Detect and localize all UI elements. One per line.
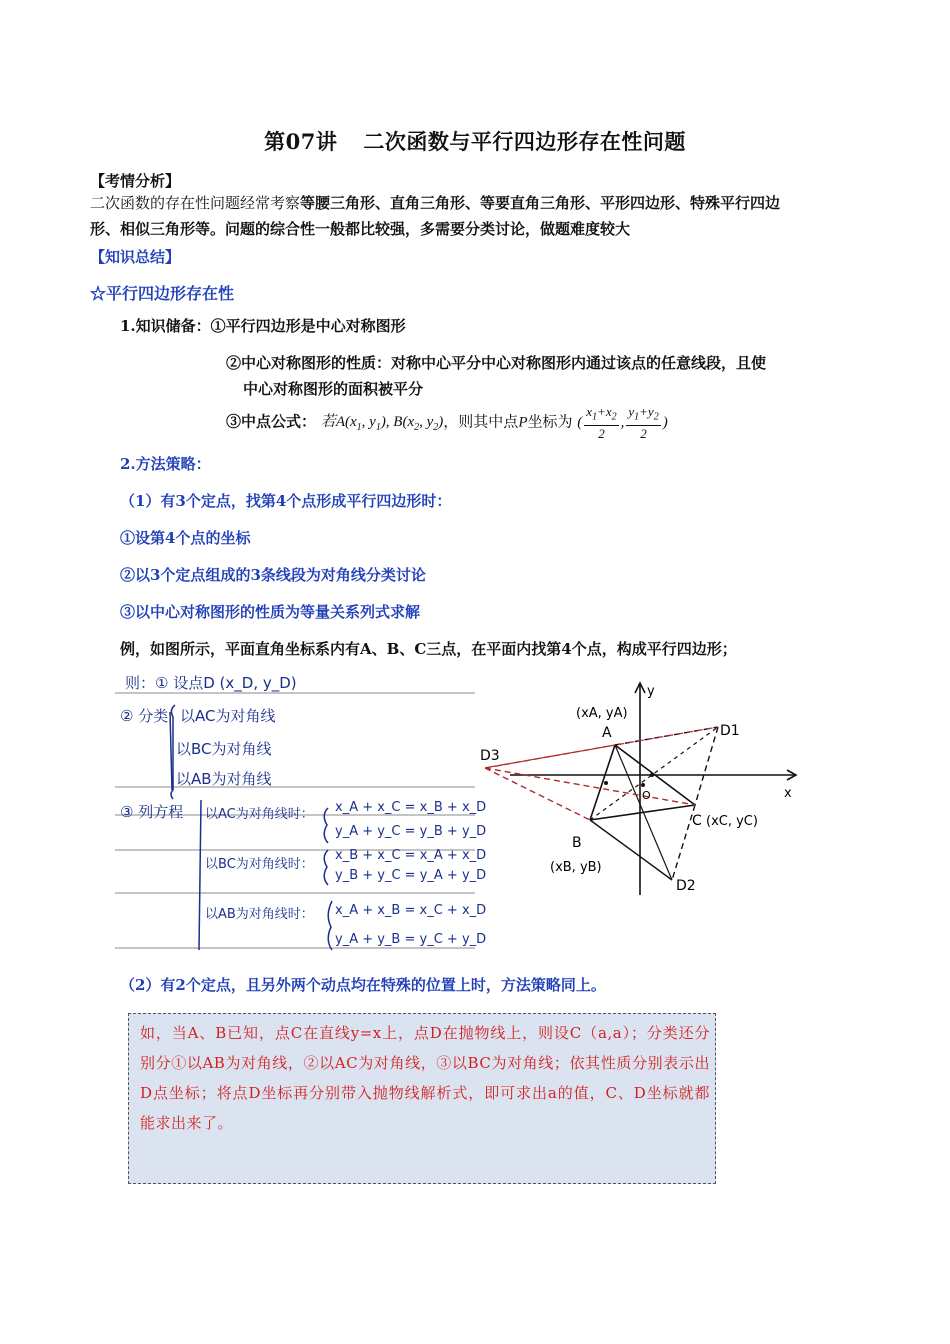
method-case-2: （2）有2个定点，且另外两个动点均在特殊的位置上时，方法策略同上。 [120,976,606,994]
knowledge-item-2-line2: 中心对称图形的面积被平分 [243,380,424,398]
method-case-1: （1）有3个定点，找第4个点形成平行四边形时： [120,492,452,510]
analysis-text-line2: 形、相似三角形等。问题的综合性一般都比较强，多需要分类讨论，做题难度较大 [90,220,631,238]
section-title: ☆平行四边形存在性 [90,284,235,303]
label-B: B [572,835,582,851]
page-title [0,126,950,156]
hand-step-2: ② 分类 [120,707,169,725]
hand-eq-3b: y_A + y_B = y_C + y_D [335,932,487,947]
knowledge-item1-text: ①平行四边形是中心对称图形 [210,317,406,335]
method-step-2: ②以3个定点组成的3条线段为对角线分类讨论 [120,566,426,584]
hand-eq-2b: y_B + y_C = y_A + y_D [335,868,487,883]
segment-BC [590,805,695,820]
hand-step-1: 则：① 设点D (x_D, y_D) [125,674,297,692]
knowledge-label: 1.知识储备： [120,317,211,335]
hand-eq-3a: x_A + x_B = x_C + x_D [335,903,487,918]
parallelogram-figure [480,675,810,905]
midpoint-formula: 若$A(x_1$, $y_1$), $B(x_2$, $y_2$) [320,414,444,434]
hand-option-1: 以AC为对角线 [180,707,276,725]
hand-option-2: 以BC为对角线 [176,740,272,758]
fraction-x: $\frac{x_1+x_2}{2}$ [586,404,617,441]
lecture-number: 第07讲 [264,129,338,154]
hand-eq-1a: x_A + x_C = x_B + x_D [335,800,487,815]
hand-option-3: 以AB为对角线 [176,770,272,788]
hand-eq-label-1: 以AC为对角线时： [205,807,314,822]
coord-B: (xB, yB) [550,860,602,875]
hand-eq-label-2: 以BC为对角线时： [205,857,314,872]
midpoint-label: ③中点公式： [226,412,317,431]
tip-text: 如，当A、B已知，点C在直线y=x上，点D在抛物线上，则设C（a,a）；分类还分别分①以AB为对角线，②以AC为对角线，③以BC为对角线；依其性质分别表示出D点坐标；将点D坐标再分别带入抛物线解析式，即可求出a的值，C、D坐标就都能求出来了。 [140,1024,710,1132]
knowledge-item-3: ③中点公式： 若$A(x_1$, $y_1$), $B(x_2$, $y_2$)，则其中点P坐标为 ( $\frac{x_1+x_2}{2}$ , $\frac{y_1+y_2}{2}$ ) [226,404,668,441]
analysis-text [90,190,870,242]
lecture-topic: 二次函数与平行四边形存在性问题 [363,129,686,154]
label-D2: D2 [676,878,696,894]
analysis-text-plain: 二次函数的存在性问题经常考察 [90,194,301,212]
knowledge-item-2-line1: ②中心对称图形的性质：对称中心平分中心对称图形内通过该点的任意线段，且使 [226,354,767,372]
axis-x-label: x [784,786,792,801]
label-C: C [692,813,702,829]
fraction-y: $\frac{y_1+y_2}{2}$ [628,404,659,441]
origin-label: O [642,789,651,802]
intersection-dot [641,783,645,787]
hand-step-3: ③ 列方程 [120,803,184,821]
method-step-1: ①设第4个点的坐标 [120,529,251,547]
diagonal-D3-C [485,768,695,805]
dashed-C-D1 [695,727,718,805]
segment-AB [590,745,615,820]
method-step-3: ③以中心对称图形的性质为等量关系列式求解 [120,603,421,621]
axis-y-label: y [647,684,655,699]
coord-A: (xA, yA) [576,706,628,721]
method-label: 2.方法策略： [120,455,211,473]
label-D1: D1 [720,723,740,739]
analysis-header: 【考情分析】 [90,172,181,190]
coord-C: (xC, yC) [706,814,758,829]
hand-eq-2a: x_B + x_C = x_A + x_D [335,848,487,863]
knowledge-item-1 [120,313,406,339]
method-example: 例，如图所示，平面直角坐标系内有A、B、C三点，在平面内找第4个点，构成平行四边形； [120,640,737,658]
hand-eq-1b: y_A + y_C = y_B + y_D [335,824,487,839]
label-D3: D3 [480,748,500,764]
summary-header: 【知识总结】 [90,248,181,266]
analysis-text-bold: 等腰三角形、直角三角形、等要直角三角形、平形四边形、特殊平行四边 [300,194,781,212]
hand-eq-label-3: 以AB为对角线时： [205,907,314,922]
label-A: A [602,725,612,741]
intersection-dot [650,773,654,777]
intersection-dot [604,781,608,785]
